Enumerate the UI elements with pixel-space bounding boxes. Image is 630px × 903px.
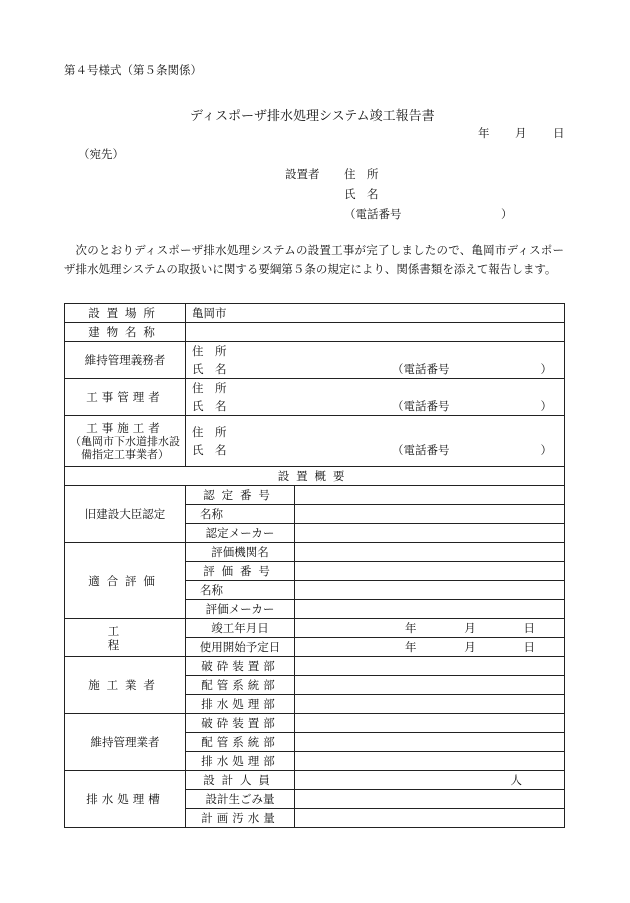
old-cert-item: 名称: [186, 505, 295, 524]
manager-label: 工事管理者: [65, 379, 186, 416]
maintainer-value: [295, 752, 565, 771]
building-value: [186, 323, 565, 342]
form-number: 第４号様式（第５条関係）: [64, 63, 202, 77]
row-location: [65, 304, 565, 323]
manager-value: [186, 379, 565, 416]
row-contractor: [65, 416, 565, 467]
date-year: 年: [478, 126, 490, 140]
manager-address-label: 住 所: [192, 381, 227, 395]
schedule-value: 年 月 日: [295, 638, 565, 657]
maintenance-label: 維持管理義務者: [65, 342, 186, 379]
installer-phone-open: （電話番号: [344, 207, 402, 221]
old-cert-item: 認定番号: [186, 486, 295, 505]
date-day: 日: [553, 126, 565, 140]
builder-value: [295, 676, 565, 695]
manager-name-label: 氏 名: [192, 399, 227, 413]
builder-label: 施工業者: [65, 657, 186, 714]
contractor-label: 工事施工者: [86, 420, 164, 435]
tank-unit-person: 人: [510, 773, 522, 787]
maintainer-value: [295, 714, 565, 733]
maintainer-item: 破砕装置部: [186, 714, 295, 733]
schedule-value: 年 月 日: [295, 619, 565, 638]
conformity-row: [65, 543, 565, 562]
installer-address: 住 所: [344, 167, 379, 181]
old-cert-value: [295, 505, 565, 524]
installer-name: 氏 名: [344, 187, 379, 201]
row-maintenance-obligor: [65, 342, 565, 379]
conformity-item: 評価番号: [186, 562, 295, 581]
tank-value: [295, 790, 565, 809]
maintenance-phone-close: ）: [540, 362, 552, 376]
location-value: 亀岡市: [186, 304, 565, 323]
conformity-value: [295, 543, 565, 562]
addressee: （宛先）: [78, 147, 124, 161]
conformity-item: 評価機関名: [186, 543, 295, 562]
manager-phone-open: （電話番号: [392, 399, 450, 413]
maintenance-name-label: 氏 名: [192, 362, 227, 376]
maintenance-phone-open: （電話番号: [392, 362, 450, 376]
maintainer-value: [295, 733, 565, 752]
row-overview-header: [65, 467, 565, 486]
maintainer-label: 維持管理業者: [65, 714, 186, 771]
installer-label: 設置者: [285, 167, 320, 181]
manager-phone-close: ）: [540, 399, 552, 413]
builder-value: [295, 657, 565, 676]
maintainer-item: 配管系統部: [186, 733, 295, 752]
report-form-table: [64, 303, 565, 828]
schedule-label: 工程: [65, 619, 186, 657]
maintenance-address-label: 住 所: [192, 344, 227, 358]
building-label: 建物名称: [65, 323, 186, 342]
contractor-name-label: 氏 名: [192, 443, 227, 457]
body-paragraph: 次のとおりディスポーザ排水処理システムの設置工事が完了しましたので、亀岡市ディスポーザ排水処理システムの取扱いに関する要綱第５条の規定により、関係書類を添えて報告します。: [64, 243, 564, 276]
date-month: 月: [515, 126, 527, 140]
maintenance-value: [186, 342, 565, 379]
contractor-phone-open: （電話番号: [392, 443, 450, 457]
maintainer-item: 排水処理部: [186, 752, 295, 771]
builder-value: [295, 695, 565, 714]
tank-row: [65, 771, 565, 790]
conformity-value: [295, 562, 565, 581]
tank-value: [295, 771, 565, 790]
builder-item: 排水処理部: [186, 695, 295, 714]
conformity-value: [295, 600, 565, 619]
old-cert-item: 認定メーカー: [186, 524, 295, 543]
tank-label: 排水処理槽: [65, 771, 186, 828]
old-cert-label: 旧建設大臣認定: [65, 486, 186, 543]
schedule-item: 使用開始予定日: [186, 638, 295, 657]
contractor-sub-label: （亀岡市下水道排水設備指定工事業者）: [70, 434, 180, 461]
conformity-value: [295, 581, 565, 600]
contractor-label-cell: [65, 416, 186, 467]
builder-item: 破砕装置部: [186, 657, 295, 676]
overview-header: 設置概要: [65, 467, 565, 486]
location-label: 設置場所: [65, 304, 186, 323]
conformity-item: 評価メーカー: [186, 600, 295, 619]
conformity-label: 適合評価: [65, 543, 186, 619]
schedule-row: [65, 619, 565, 638]
row-building: [65, 323, 565, 342]
schedule-item: 竣工年月日: [186, 619, 295, 638]
installer-phone-close: ）: [501, 207, 513, 221]
old-cert-value: [295, 524, 565, 543]
document-title: ディスポーザ排水処理システム竣工報告書: [190, 109, 435, 124]
tank-item: 設計人員: [186, 771, 295, 790]
old-cert-value: [295, 486, 565, 505]
contractor-address-label: 住 所: [192, 425, 227, 439]
builder-row: [65, 657, 565, 676]
old-cert-row: [65, 486, 565, 505]
conformity-item: 名称: [186, 581, 295, 600]
tank-value: [295, 809, 565, 828]
row-construction-manager: [65, 379, 565, 416]
tank-item: 設計生ごみ量: [186, 790, 295, 809]
maintainer-row: [65, 714, 565, 733]
contractor-value: [186, 416, 565, 467]
builder-item: 配管系統部: [186, 676, 295, 695]
tank-item: 計画汚水量: [186, 809, 295, 828]
contractor-phone-close: ）: [540, 443, 552, 457]
